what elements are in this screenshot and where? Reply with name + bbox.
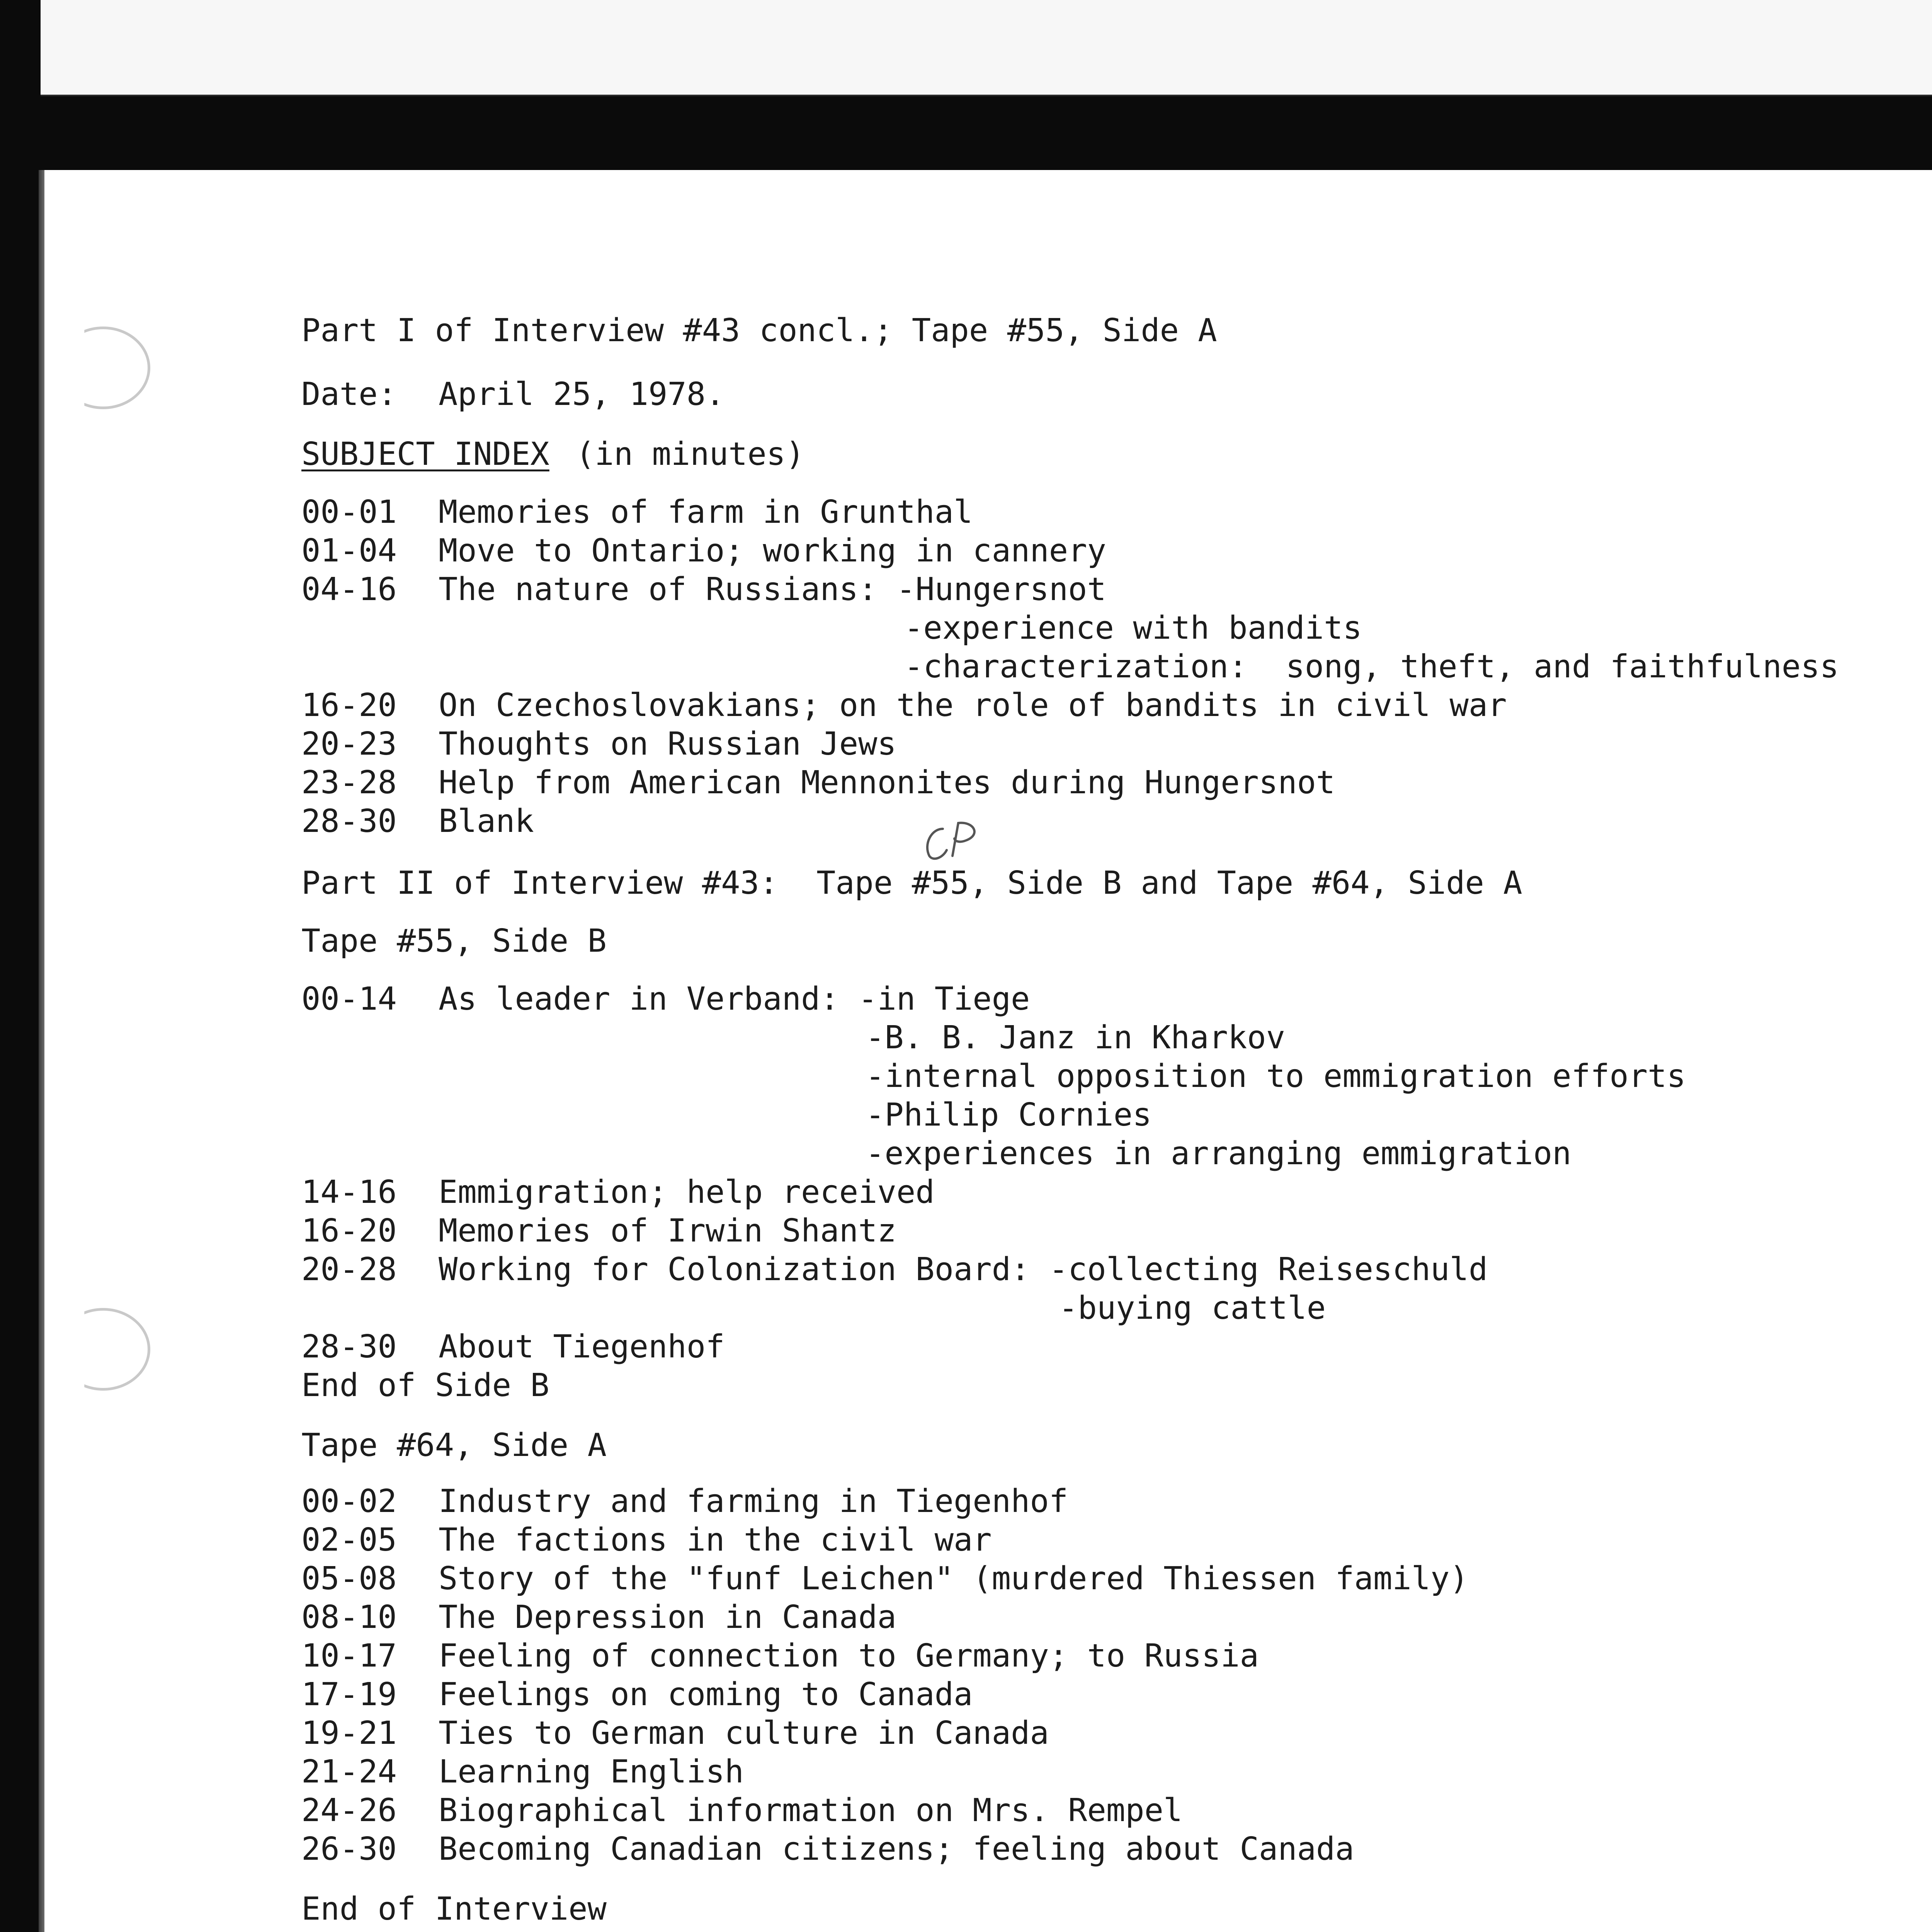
- entry-topic: Industry and farming in Tiegenhof: [439, 1483, 1068, 1520]
- entry-time-range: 05-08: [301, 1560, 397, 1597]
- entry-time-range: 24-26: [301, 1792, 397, 1829]
- tape55-heading: Tape #55, Side B: [301, 923, 607, 959]
- entry-time-range: 16-20: [301, 1213, 397, 1249]
- entry-topic: The Depression in Canada: [439, 1599, 896, 1636]
- entry-time-range: 00-01: [301, 494, 397, 531]
- entry-time-range: 21-24: [301, 1753, 397, 1790]
- entry-time-range: 20-23: [301, 726, 397, 762]
- entry-topic: Help from American Mennonites during Hungersnot: [439, 764, 1335, 801]
- entry-topic: Emmigration; help received: [439, 1174, 935, 1211]
- entry-time-range: 28-30: [301, 803, 397, 840]
- entry-topic: On Czechoslovakians; on the role of bandits in civil war: [439, 687, 1507, 724]
- entry-topic: Working for Colonization Board: -collecting Reiseschuld: [439, 1251, 1488, 1288]
- date-label: Date:: [301, 376, 397, 413]
- entry-time-range: 10-17: [301, 1638, 397, 1674]
- tape55-end-label: End of Side B: [301, 1367, 549, 1404]
- entry-time-range: 02-05: [301, 1522, 397, 1558]
- entry-topic: -experience with bandits: [904, 610, 1362, 646]
- entry-topic: Feelings on coming to Canada: [439, 1676, 973, 1713]
- entry-topic: Biographical information on Mrs. Rempel: [439, 1792, 1183, 1829]
- part2-title: Part II of Interview #43: Tape #55, Side B and Tape #64, Side A: [301, 865, 1522, 901]
- entry-topic: The factions in the civil war: [439, 1522, 992, 1558]
- entry-topic: Feeling of connection to Germany; to Russia: [439, 1638, 1259, 1674]
- entry-topic: About Tiegenhof: [439, 1328, 725, 1365]
- entry-topic: Memories of Irwin Shantz: [439, 1213, 896, 1249]
- date-value: April 25, 1978.: [439, 376, 725, 413]
- end-of-interview-label: End of Interview: [301, 1891, 607, 1927]
- entry-topic: As leader in Verband: -in Tiege: [439, 981, 1030, 1017]
- part1-title: Part I of Interview #43 concl.; Tape #55, Side A: [301, 312, 1217, 349]
- entry-topic: Thoughts on Russian Jews: [439, 726, 896, 762]
- entry-time-range: 04-16: [301, 571, 397, 608]
- entry-topic: -characterization: song, theft, and faithfulness: [904, 648, 1839, 685]
- entry-topic: -B. B. Janz in Kharkov: [866, 1019, 1286, 1056]
- entry-topic: Learning English: [439, 1753, 744, 1790]
- entry-time-range: 00-02: [301, 1483, 397, 1520]
- entry-topic: Memories of farm in Grunthal: [439, 494, 973, 531]
- subject-index-heading-note: (in minutes): [576, 436, 805, 473]
- entry-topic: -Philip Cornies: [866, 1097, 1152, 1133]
- entry-time-range: 16-20: [301, 687, 397, 724]
- entry-time-range: 08-10: [301, 1599, 397, 1636]
- entry-topic: Story of the "funf Leichen" (murdered Thiessen family): [439, 1560, 1469, 1597]
- subject-index-heading: SUBJECT INDEX: [301, 436, 549, 473]
- entry-topic: Ties to German culture in Canada: [439, 1715, 1049, 1752]
- entry-time-range: 01-04: [301, 532, 397, 569]
- entry-topic: -internal opposition to emmigration efforts: [866, 1058, 1686, 1095]
- entry-time-range: 14-16: [301, 1174, 397, 1211]
- entry-topic: Becoming Canadian citizens; feeling about Canada: [439, 1831, 1354, 1867]
- entry-time-range: 26-30: [301, 1831, 397, 1867]
- entry-topic: -experiences in arranging emmigration: [866, 1135, 1571, 1172]
- entry-time-range: 20-28: [301, 1251, 397, 1288]
- entry-time-range: 00-14: [301, 981, 397, 1017]
- entry-topic: Move to Ontario; working in cannery: [439, 532, 1106, 569]
- entry-topic: -buying cattle: [1059, 1290, 1326, 1327]
- tape64-heading: Tape #64, Side A: [301, 1427, 607, 1464]
- entry-topic: Blank: [439, 803, 534, 840]
- entry-time-range: 17-19: [301, 1676, 397, 1713]
- entry-topic: The nature of Russians: -Hungersnot: [439, 571, 1106, 608]
- entry-time-range: 23-28: [301, 764, 397, 801]
- entry-time-range: 28-30: [301, 1328, 397, 1365]
- entry-time-range: 19-21: [301, 1715, 397, 1752]
